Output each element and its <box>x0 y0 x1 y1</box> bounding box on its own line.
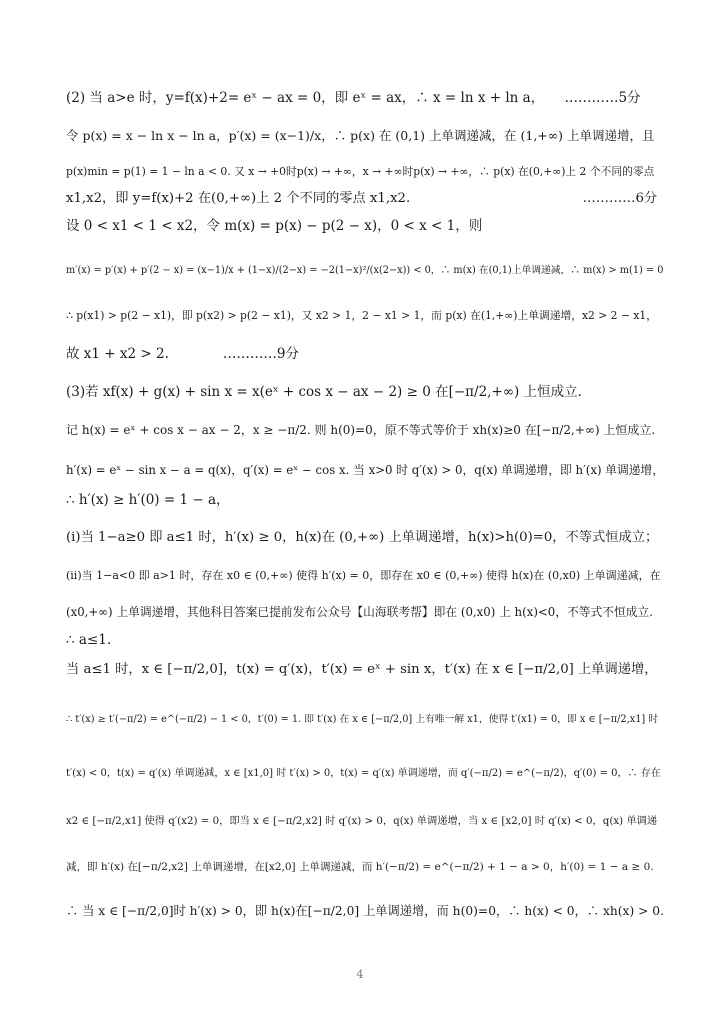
text-line: ∴ p(x1) > p(2 − x1)，即 p(x2) > p(2 − x1)，又 x2 > 1，2 − x1 > 1，而 p(x) 在(1,+∞)上单调递增，x2 > 2 − x1， <box>66 309 658 322</box>
text-line: (ii)当 1−a<0 即 a>1 时，存在 x0 ∈ (0,+∞) 使得 h′(x) = 0，即存在 x0 ∈ (0,+∞) 使得 h(x)在 (0,x0) 上单调递减，在 <box>66 569 661 582</box>
text-line: 记 h(x) = eˣ + cos x − ax − 2，x ≥ −π/2. 则 h(0)=0，原不等式等价于 xh(x)≥0 在[−π/2,+∞) 上恒成立. <box>66 423 656 437</box>
page-number: 4 <box>356 968 364 981</box>
text-line: 故 x1 + x2 > 2. …………9分 <box>66 346 299 362</box>
text-line: p(x)min = p(1) = 1 − ln a < 0. 又 x → +0时p(x) → +∞，x → +∞时p(x) → +∞，∴ p(x) 在(0,+∞)上 2 个不同的零点 <box>66 165 655 178</box>
text-line: 设 0 < x1 < 1 < x2，令 m(x) = p(x) − p(2 − x)，0 < x < 1，则 <box>66 218 483 234</box>
text-line: h′(x) = eˣ − sin x − a = q(x)，q′(x) = eˣ − cos x. 当 x>0 时 q′(x) > 0，q(x) 单调递增，即 h′(x) 单调递增， <box>66 463 665 477</box>
text-line: 当 a≤1 时，x ∈ [−π/2,0]，t(x) = q′(x)，t′(x) = eˣ + sin x，t′(x) 在 x ∈ [−π/2,0] 上单调递增， <box>66 662 658 677</box>
text-line: 令 p(x) = x − ln x − ln a，p′(x) = (x−1)/x，∴ p(x) 在 (0,1) 上单调递减，在 (1,+∞) 上单调递增，且 <box>66 128 655 143</box>
text-line: t′(x) < 0，t(x) = q′(x) 单调递减，x ∈ [x1,0] 时 t′(x) > 0，t(x) = q′(x) 单调递增，而 q′(−π/2) = e^(−π/2)，q′(0) = 0，∴ 存在 <box>66 768 661 779</box>
text-line: x1,x2，即 y=f(x)+2 在(0,+∞)上 2 个不同的零点 x1,x2. …………6分 <box>66 191 658 206</box>
text-line: ∴ a≤1. <box>66 632 112 648</box>
text-line: m′(x) = p′(x) + p′(2 − x) = (x−1)/x + (1−x)/(2−x) = −2(1−x)²/(x(2−x)) < 0，∴ m(x) 在(0,1)上单调递减，∴ m(x) > m(1) = 0 <box>66 265 664 276</box>
text-line: x2 ∈ [−π/2,x1] 使得 q′(x2) = 0，即当 x ∈ [−π/2,x2] 时 q′(x) > 0，q(x) 单调递增，当 x ∈ [x2,0] 时 q′(x) < 0，q(x) 单调递 <box>66 815 658 827</box>
text-line: ∴ t′(x) ≥ t′(−π/2) = e^(−π/2) − 1 < 0，t′(0) = 1. 即 t′(x) 在 x ∈ [−π/2,0] 上有唯一解 x1，使得 t′(x1) = 0，即 x ∈ [−π/2,x1] 时 <box>66 714 659 725</box>
text-line: (x0,+∞) 上单调递增，其他科目答案已提前发布公众号【山海联考帮】即在 (0,x0) 上 h(x)<0，不等式不恒成立. <box>66 605 653 619</box>
text-line: ∴ h′(x) ≥ h′(0) = 1 − a， <box>66 492 230 508</box>
text-line: 减，即 h′(x) 在[−π/2,x2] 上单调递增，在[x2,0] 上单调递减，而 h′(−π/2) = e^(−π/2) + 1 − a > 0，h′(0) = 1 − a ≥ 0. <box>66 861 654 873</box>
text-line: ∴ 当 x ∈ [−π/2,0]时 h′(x) > 0，即 h(x)在[−π/2,0] 上单调递增，而 h(0)=0，∴ h(x) < 0，∴ xh(x) > 0. <box>66 904 664 918</box>
text-line: (3)若 xf(x) + g(x) + sin x = x(eˣ + cos x − ax − 2) ≥ 0 在[−π/2,+∞) 上恒成立. <box>66 384 582 400</box>
text-line: (2) 当 a>e 时，y=f(x)+2= eˣ − ax = 0，即 eˣ = ax，∴ x = ln x + ln a， …………5分 <box>66 90 641 106</box>
text-line: (i)当 1−a≥0 即 a≤1 时，h′(x) ≥ 0，h(x)在 (0,+∞) 上单调递增，h(x)>h(0)=0，不等式恒成立； <box>66 530 659 545</box>
